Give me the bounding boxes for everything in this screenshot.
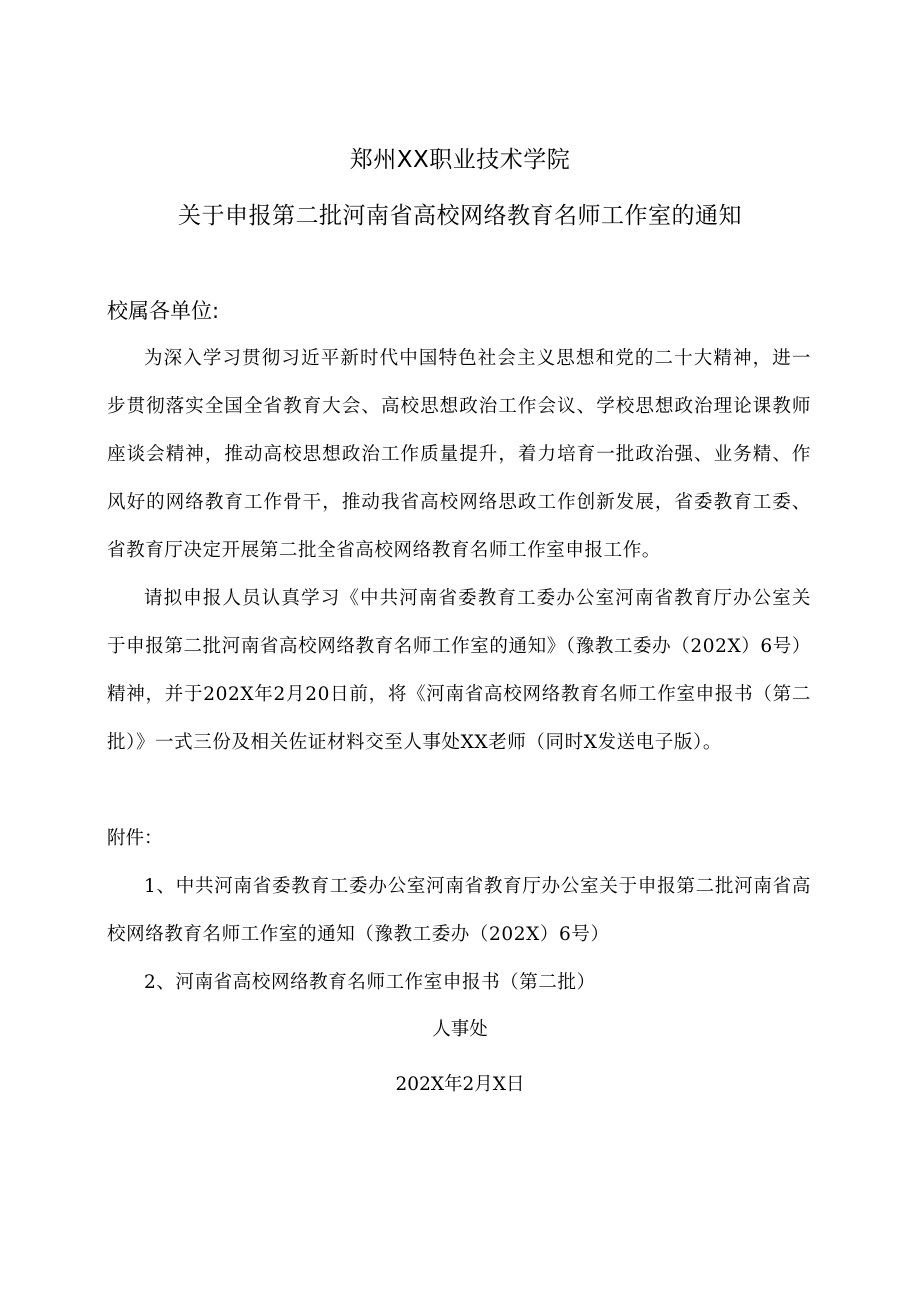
signature-department: 人事处 bbox=[432, 1019, 488, 1040]
attachment-item-2: 2、河南省高校网络教育名师工作室申报书（第二批） bbox=[144, 972, 596, 993]
document-title-subject: 关于申报第二批河南省高校网络教育名师工作室的通知 bbox=[178, 203, 742, 229]
salutation: 校属各单位: bbox=[107, 299, 220, 323]
attachment-item-1: 1、中共河南省委教育工委办公室河南省教育厅办公室关于申报第二批河南省高校网络教育名师工作室的通知（豫教工委办（202X）6号） bbox=[107, 876, 811, 945]
signature-date: 202X年2月X日 bbox=[395, 1074, 525, 1095]
body-paragraph-1: 为深入学习贯彻习近平新时代中国特色社会主义思想和党的二十大精神，进一步贯彻落实全国全省教育大会、高校思想政治工作会议、学校思想政治理论课教师座谈会精神，推动高校思想政治工作质量提升，着力培育一批政治强、业务精、作风好的网络教育工作骨干，推动我省高校网络思政工作创新发展，省委教育工委、省教育厅决定开展第二批全省高校网络教育名师工作室申报工作。 bbox=[107, 348, 811, 561]
document-title-school: 郑州XX职业技术学院 bbox=[349, 147, 571, 173]
body-paragraph-2: 请拟申报人员认真学习《中共河南省委教育工委办公室河南省教育厅办公室关于申报第二批河南省高校网络教育名师工作室的通知》（豫教工委办（202X）6号）精神，并于202X年2月20日前，将《河南省高校网络教育名师工作室申报书（第二批）》一式三份及相关佐证材料交至人事处XX老师（同时X发送电子版）。 bbox=[107, 588, 811, 753]
attachments-label: 附件： bbox=[107, 828, 163, 849]
